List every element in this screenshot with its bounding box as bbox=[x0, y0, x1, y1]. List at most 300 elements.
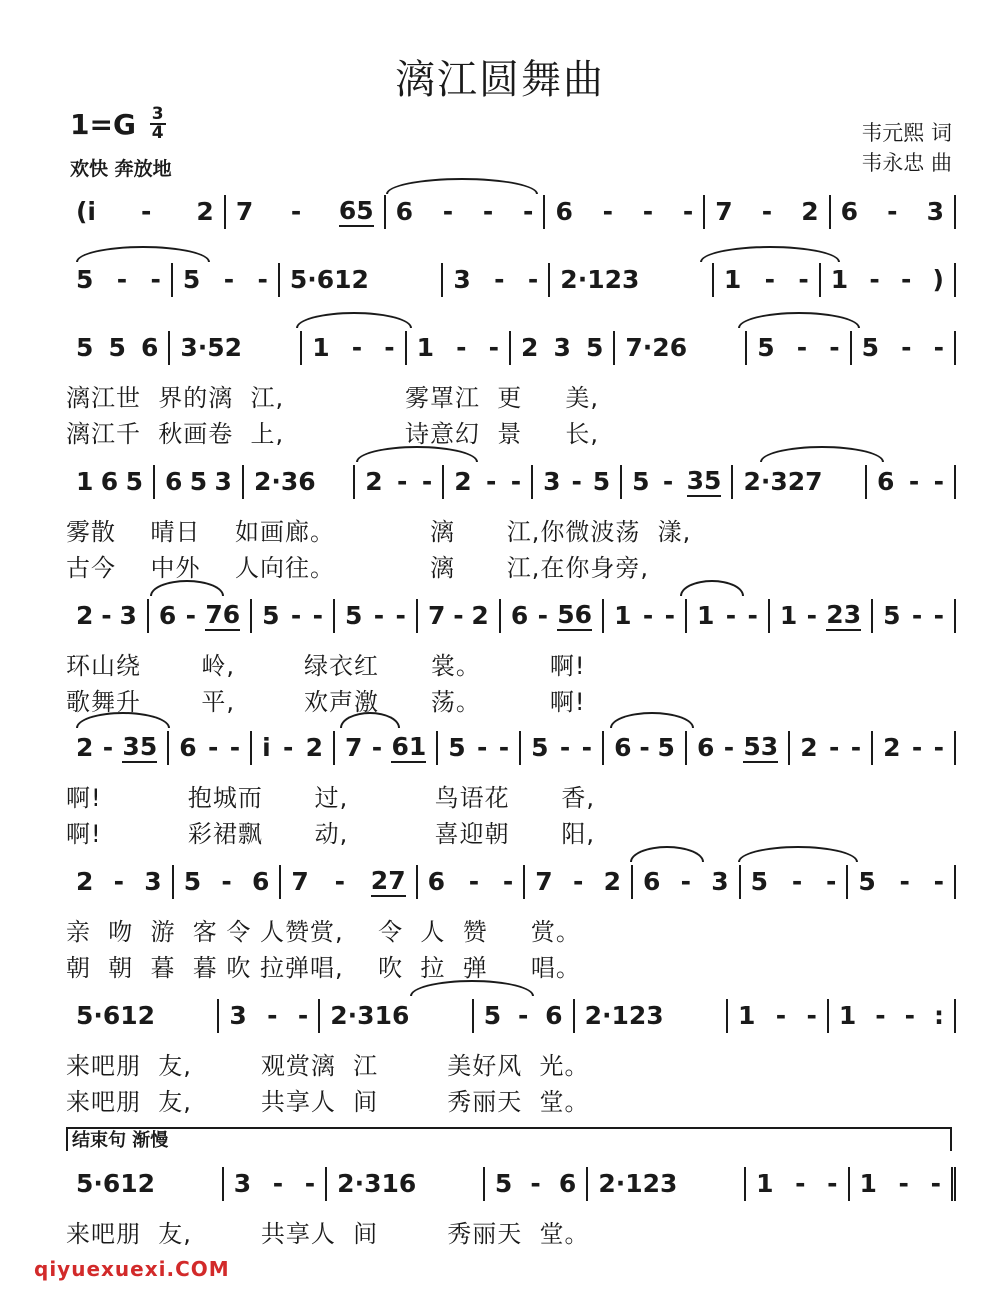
note: 5 bbox=[189, 467, 208, 496]
note: 2 bbox=[76, 733, 94, 762]
note: 1 bbox=[830, 265, 849, 294]
measure bbox=[714, 263, 821, 297]
measure bbox=[66, 999, 219, 1033]
tie-mark bbox=[76, 246, 210, 262]
note: - bbox=[334, 867, 345, 896]
note: 1 bbox=[779, 601, 798, 630]
measure bbox=[252, 731, 335, 765]
note: - bbox=[875, 1001, 886, 1030]
measure bbox=[474, 999, 575, 1033]
note: - bbox=[829, 333, 840, 362]
note: - bbox=[572, 867, 584, 896]
note: - bbox=[101, 601, 112, 630]
measure bbox=[407, 331, 511, 365]
coda-bracket bbox=[66, 1127, 952, 1151]
measure bbox=[438, 731, 521, 765]
note: 5 bbox=[757, 333, 775, 362]
note: 5 bbox=[76, 333, 94, 362]
measure bbox=[790, 731, 873, 765]
note: 5·612 bbox=[76, 1001, 156, 1030]
note: 6 bbox=[179, 733, 197, 762]
note: - bbox=[559, 733, 571, 762]
measure bbox=[604, 599, 687, 633]
note: - bbox=[482, 197, 494, 226]
measure bbox=[622, 465, 733, 499]
measure bbox=[633, 865, 741, 899]
score-line bbox=[66, 722, 956, 852]
note: 2 bbox=[603, 867, 621, 896]
note: - bbox=[747, 601, 758, 630]
note: (i bbox=[76, 197, 96, 226]
note: 27 bbox=[370, 866, 406, 895]
note: 3 bbox=[543, 467, 561, 496]
note: 2·123 bbox=[598, 1169, 678, 1198]
note: - bbox=[267, 1001, 278, 1030]
note: - bbox=[825, 867, 837, 896]
note: 5 bbox=[483, 1001, 502, 1030]
time-denominator: 4 bbox=[151, 123, 164, 143]
note: - bbox=[102, 733, 114, 762]
note: - bbox=[798, 265, 809, 294]
notes-row bbox=[66, 322, 956, 374]
time-numerator: 3 bbox=[151, 104, 164, 124]
note: 3 bbox=[214, 467, 232, 496]
measure bbox=[281, 865, 417, 899]
note: - bbox=[901, 333, 912, 362]
note: - bbox=[456, 333, 467, 362]
note: 2 bbox=[521, 333, 539, 362]
measure bbox=[831, 195, 956, 229]
measure bbox=[821, 263, 956, 297]
measure bbox=[733, 465, 867, 499]
note: 5 bbox=[531, 733, 549, 762]
note: 2·316 bbox=[337, 1169, 417, 1198]
note: 6 bbox=[158, 601, 177, 630]
measure bbox=[850, 1167, 956, 1201]
note: 5 bbox=[125, 467, 143, 496]
measure bbox=[770, 599, 873, 633]
note: 1 bbox=[838, 1001, 857, 1030]
note: 2 bbox=[196, 197, 214, 226]
note: - bbox=[290, 601, 302, 630]
note: - bbox=[725, 601, 737, 630]
notes-row bbox=[66, 722, 956, 774]
note: 65 bbox=[338, 196, 374, 225]
lyric-line: 亲 吻 游 客 令 人赞赏, 令 人 赞 赏。 bbox=[66, 918, 581, 946]
note: 2 bbox=[454, 467, 472, 496]
lyric-line: 来吧朋 友, 共享人 间 秀丽天 堂。 bbox=[66, 1088, 590, 1116]
note: 1 bbox=[737, 1001, 756, 1030]
measure bbox=[746, 1167, 849, 1201]
lyric-line: 漓江世 界的漓 江, 雾罩江 更 美, bbox=[66, 384, 599, 412]
note: - bbox=[395, 601, 406, 630]
note: 3 bbox=[144, 867, 162, 896]
tie-mark bbox=[386, 178, 538, 194]
note: 2·327 bbox=[743, 467, 823, 496]
note: 5 bbox=[657, 733, 675, 762]
note: 61 bbox=[391, 732, 427, 761]
lyric-line: 漓江千 秋画卷 上, 诗意幻 景 长, bbox=[66, 420, 599, 448]
measure bbox=[327, 1167, 485, 1201]
note: - bbox=[869, 265, 880, 294]
measure bbox=[169, 731, 252, 765]
tempo-marking: 欢快 奔放地 bbox=[70, 158, 172, 180]
score-line bbox=[66, 456, 956, 586]
note: - bbox=[581, 733, 593, 762]
measure bbox=[728, 999, 829, 1033]
note: - bbox=[498, 733, 510, 762]
note: - bbox=[723, 733, 735, 762]
note: - bbox=[373, 601, 385, 630]
note: - bbox=[806, 1001, 817, 1030]
note: 7 bbox=[345, 733, 363, 762]
note: - bbox=[488, 333, 499, 362]
note: 6 bbox=[614, 733, 632, 762]
note: - bbox=[527, 265, 539, 294]
note: : bbox=[933, 1001, 944, 1030]
measure bbox=[873, 599, 956, 633]
measure bbox=[173, 263, 280, 297]
note: - bbox=[662, 467, 674, 496]
note: - bbox=[537, 601, 548, 630]
notes-row bbox=[66, 590, 956, 642]
note: - bbox=[221, 867, 232, 896]
note: - bbox=[290, 197, 302, 226]
note: 6 bbox=[696, 733, 715, 762]
note: - bbox=[828, 733, 840, 762]
note: 5·612 bbox=[289, 265, 369, 294]
note: 7 bbox=[291, 867, 309, 896]
note: 6 bbox=[251, 867, 270, 896]
note: - bbox=[297, 1001, 309, 1030]
note: 2 bbox=[365, 467, 383, 496]
note: - bbox=[602, 197, 613, 226]
note: 1 bbox=[76, 467, 94, 496]
note: 3 bbox=[119, 601, 137, 630]
measure bbox=[501, 599, 604, 633]
notes-row bbox=[66, 990, 956, 1042]
note: - bbox=[642, 197, 654, 226]
note: - bbox=[898, 1169, 909, 1198]
score-line bbox=[66, 856, 956, 986]
lyric-line: 环山绕 岭, 绿衣红 裳。 啊! bbox=[66, 652, 586, 680]
note: - bbox=[397, 467, 408, 496]
coda-label: 结束句 渐慢 bbox=[72, 1130, 169, 1151]
measure bbox=[511, 331, 615, 365]
note: 6 bbox=[642, 867, 661, 896]
credits bbox=[861, 118, 952, 178]
measure bbox=[66, 1167, 224, 1201]
note: - bbox=[312, 601, 324, 630]
note: 7 bbox=[535, 867, 553, 896]
lyric-line: 歌舞升 平, 欢声激 荡。 啊! bbox=[66, 688, 586, 716]
note: - bbox=[282, 733, 294, 762]
measure bbox=[525, 865, 633, 899]
note: 5 bbox=[182, 265, 201, 294]
note: 5 bbox=[76, 265, 94, 294]
note: 6 bbox=[100, 467, 119, 496]
note: - bbox=[141, 197, 152, 226]
measure bbox=[533, 465, 622, 499]
measure bbox=[485, 1167, 588, 1201]
site-watermark: qiyuexuexi.COM bbox=[34, 1257, 230, 1281]
measure bbox=[848, 865, 956, 899]
measure bbox=[66, 263, 173, 297]
note: - bbox=[453, 601, 464, 630]
note: 53 bbox=[743, 732, 779, 761]
note: 5 bbox=[858, 867, 876, 896]
note: 2·316 bbox=[330, 1001, 410, 1030]
note: - bbox=[899, 867, 910, 896]
note: 7·26 bbox=[625, 333, 688, 362]
note: - bbox=[510, 467, 522, 496]
note: - bbox=[664, 601, 675, 630]
measure bbox=[588, 1167, 746, 1201]
note: - bbox=[642, 601, 654, 630]
measure bbox=[219, 999, 320, 1033]
note: 7 bbox=[715, 197, 733, 226]
note: 6 bbox=[140, 333, 159, 362]
note: - bbox=[911, 601, 923, 630]
note: - bbox=[850, 733, 862, 762]
note: - bbox=[351, 333, 363, 362]
note: - bbox=[494, 265, 505, 294]
measure bbox=[604, 731, 687, 765]
note: 2 bbox=[76, 601, 94, 630]
note: - bbox=[421, 467, 433, 496]
note: 6 bbox=[164, 467, 183, 496]
note: - bbox=[761, 197, 773, 226]
note: - bbox=[468, 867, 480, 896]
score-line bbox=[66, 1158, 956, 1252]
note: - bbox=[827, 1169, 838, 1198]
measure bbox=[550, 263, 714, 297]
note: 3 bbox=[229, 1001, 247, 1030]
note: - bbox=[486, 467, 497, 496]
note: 6 bbox=[555, 197, 573, 226]
note: - bbox=[207, 733, 219, 762]
measure bbox=[66, 465, 155, 499]
lyric-line: 朝 朝 暮 暮 吹 拉弹唱, 吹 拉 弹 唱。 bbox=[66, 954, 581, 982]
note: - bbox=[517, 1001, 529, 1030]
measure bbox=[386, 195, 546, 229]
measure bbox=[521, 731, 604, 765]
note: - bbox=[764, 265, 775, 294]
time-signature bbox=[150, 106, 166, 142]
note: 2·123 bbox=[560, 265, 640, 294]
note: 6 bbox=[840, 197, 859, 226]
note: - bbox=[933, 601, 944, 630]
note: 35 bbox=[686, 466, 722, 495]
measure bbox=[149, 599, 252, 633]
notes-row bbox=[66, 856, 956, 908]
note: - bbox=[930, 1169, 941, 1198]
note: 2·36 bbox=[253, 467, 316, 496]
note: - bbox=[223, 265, 235, 294]
note: 3 bbox=[926, 197, 944, 226]
note: 5 bbox=[345, 601, 363, 630]
measure bbox=[66, 331, 170, 365]
measure bbox=[418, 865, 526, 899]
note: - bbox=[571, 467, 582, 496]
measure bbox=[867, 465, 956, 499]
measure bbox=[66, 731, 169, 765]
measure bbox=[852, 331, 956, 365]
note: 5 bbox=[632, 467, 650, 496]
composer-credit: 韦永忠 曲 bbox=[861, 151, 952, 175]
note: - bbox=[442, 197, 454, 226]
note: i bbox=[262, 733, 271, 762]
measure bbox=[687, 599, 770, 633]
measure bbox=[355, 465, 444, 499]
note: - bbox=[304, 1169, 316, 1198]
tie-mark bbox=[296, 312, 412, 328]
notes-row bbox=[66, 1158, 956, 1210]
note: - bbox=[523, 197, 534, 226]
note: 1 bbox=[696, 601, 715, 630]
note: 3 bbox=[453, 265, 471, 294]
note: 56 bbox=[557, 600, 593, 629]
measure bbox=[174, 865, 282, 899]
note: 2 bbox=[801, 197, 819, 226]
note: 5·612 bbox=[76, 1169, 156, 1198]
note: 1 bbox=[416, 333, 435, 362]
note: 7 bbox=[427, 601, 446, 630]
note: - bbox=[257, 265, 268, 294]
measure bbox=[170, 331, 302, 365]
score-line bbox=[66, 590, 956, 720]
note: 1 bbox=[614, 601, 632, 630]
measure bbox=[615, 331, 747, 365]
note: 6 bbox=[558, 1169, 577, 1198]
measure bbox=[418, 599, 501, 633]
measure bbox=[280, 263, 444, 297]
song-title: 漓江圆舞曲 bbox=[395, 57, 605, 103]
note: - bbox=[933, 733, 944, 762]
measure bbox=[155, 465, 244, 499]
measure bbox=[335, 599, 418, 633]
note: 5 bbox=[592, 467, 611, 496]
measure bbox=[320, 999, 473, 1033]
note: 6 bbox=[510, 601, 529, 630]
score-line bbox=[66, 990, 956, 1120]
note: - bbox=[900, 265, 912, 294]
note: - bbox=[229, 733, 241, 762]
lyric-line: 来吧朋 友, 共享人 间 秀丽天 堂。 bbox=[66, 1220, 590, 1248]
lyric-line: 雾散 晴日 如画廊。 漓 江,你微波荡 漾, bbox=[66, 518, 692, 546]
note: 5 bbox=[183, 867, 202, 896]
note: ) bbox=[932, 265, 944, 294]
measure bbox=[829, 999, 956, 1033]
note: 35 bbox=[122, 732, 158, 761]
note: - bbox=[150, 265, 161, 294]
note: 1 bbox=[859, 1169, 877, 1198]
measure bbox=[687, 731, 790, 765]
note: 3 bbox=[553, 333, 571, 362]
note: - bbox=[639, 733, 650, 762]
note: 6 bbox=[877, 467, 895, 496]
note: 5 bbox=[750, 867, 769, 896]
note: 5 bbox=[108, 333, 126, 362]
measure bbox=[302, 331, 406, 365]
note: 2 bbox=[883, 733, 901, 762]
measure bbox=[226, 195, 386, 229]
note: 2 bbox=[76, 867, 94, 896]
measure bbox=[705, 195, 830, 229]
note: - bbox=[371, 733, 383, 762]
note: 7 bbox=[235, 197, 254, 226]
note: - bbox=[502, 867, 514, 896]
note: 5 bbox=[448, 733, 466, 762]
note: - bbox=[933, 467, 945, 496]
tie-mark bbox=[738, 312, 860, 328]
note: 5 bbox=[861, 333, 880, 362]
note: 5 bbox=[585, 333, 604, 362]
note: 5 bbox=[883, 601, 901, 630]
note: - bbox=[680, 867, 692, 896]
measure bbox=[873, 731, 956, 765]
note: 1 bbox=[723, 265, 742, 294]
measure bbox=[747, 331, 851, 365]
note: - bbox=[795, 1169, 806, 1198]
note: - bbox=[933, 867, 945, 896]
note: 76 bbox=[205, 600, 241, 629]
note: 6 bbox=[427, 867, 446, 896]
measure bbox=[545, 195, 705, 229]
note: 3·52 bbox=[180, 333, 243, 362]
note: 1 bbox=[756, 1169, 774, 1198]
note: - bbox=[775, 1001, 787, 1030]
lyric-line: 来吧朋 友, 观赏漓 江 美好风 光。 bbox=[66, 1052, 590, 1080]
note: 6 bbox=[395, 197, 414, 226]
key-label: 1=G bbox=[70, 107, 136, 141]
note: - bbox=[116, 265, 128, 294]
measure bbox=[66, 599, 149, 633]
measure bbox=[335, 731, 438, 765]
note: - bbox=[904, 1001, 915, 1030]
notes-row bbox=[66, 456, 956, 508]
lyricist-credit: 韦元熙 词 bbox=[861, 121, 952, 145]
measure bbox=[66, 865, 174, 899]
note: 2 bbox=[471, 601, 489, 630]
note: 3 bbox=[233, 1169, 252, 1198]
note: - bbox=[272, 1169, 284, 1198]
measure bbox=[444, 465, 533, 499]
measure bbox=[741, 865, 849, 899]
measure bbox=[66, 195, 226, 229]
note: - bbox=[477, 733, 488, 762]
note: 2 bbox=[305, 733, 324, 762]
note: - bbox=[185, 601, 197, 630]
note: - bbox=[682, 197, 694, 226]
measure bbox=[244, 465, 355, 499]
note: - bbox=[887, 197, 898, 226]
lyric-line: 啊! 抱城而 过, 鸟语花 香, bbox=[66, 784, 596, 812]
note: - bbox=[796, 333, 808, 362]
note: 6 bbox=[545, 1001, 563, 1030]
note: 5 bbox=[494, 1169, 513, 1198]
note: 2 bbox=[800, 733, 818, 762]
tie-mark bbox=[700, 246, 840, 262]
lyric-line: 啊! 彩裙飘 动, 喜迎朝 阳, bbox=[66, 820, 596, 848]
measure bbox=[443, 263, 550, 297]
note: 1 bbox=[312, 333, 330, 362]
note: - bbox=[384, 333, 395, 362]
measure bbox=[252, 599, 335, 633]
note: - bbox=[911, 733, 923, 762]
note: - bbox=[806, 601, 817, 630]
score-line bbox=[66, 322, 956, 452]
